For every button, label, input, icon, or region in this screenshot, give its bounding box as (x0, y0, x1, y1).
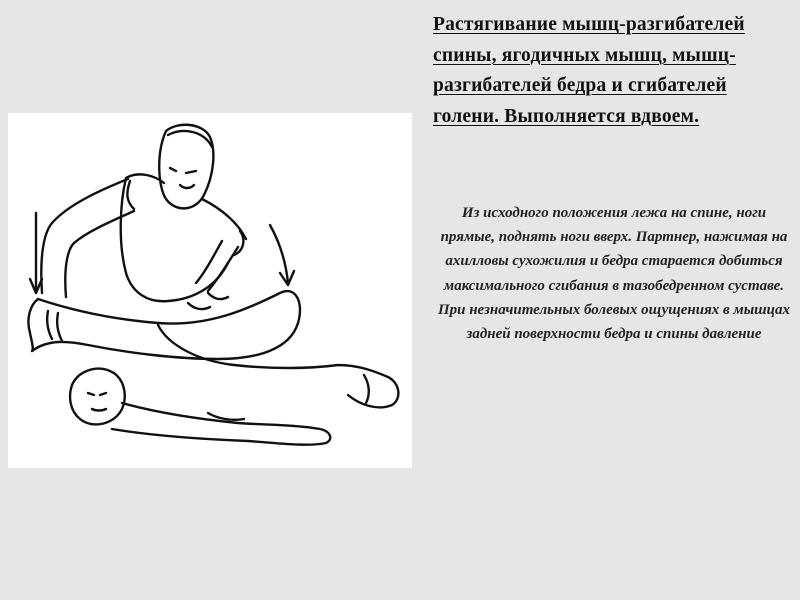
exercise-illustration (8, 113, 412, 468)
exercise-description: Из исходного положения лежа на спине, ноги прямые, поднять ноги вверх. Партнер, нажимая на ахилловы сухожилия и бедра старается добиться максимального сгибания в тазобедренном суставе. При незначительных болевых ощущениях в мышцах задней поверхности бедра и спины давление (437, 205, 791, 343)
partner-knee (158, 325, 398, 407)
partner-torso (121, 174, 246, 301)
right-arrow (270, 225, 294, 285)
left-arrow (30, 213, 42, 293)
partner-right-arm (196, 241, 238, 291)
lying-person-head (70, 369, 125, 425)
partner-hair (168, 131, 212, 147)
slide-title: Растягивание мышц-разгибателей спины, ягодичных мышц, мышц-разгибателей бедра и сгибателей голени. Выполняется вдвоем. (433, 14, 745, 127)
partner-stretch-drawing (8, 113, 412, 468)
lying-torso (112, 403, 330, 445)
